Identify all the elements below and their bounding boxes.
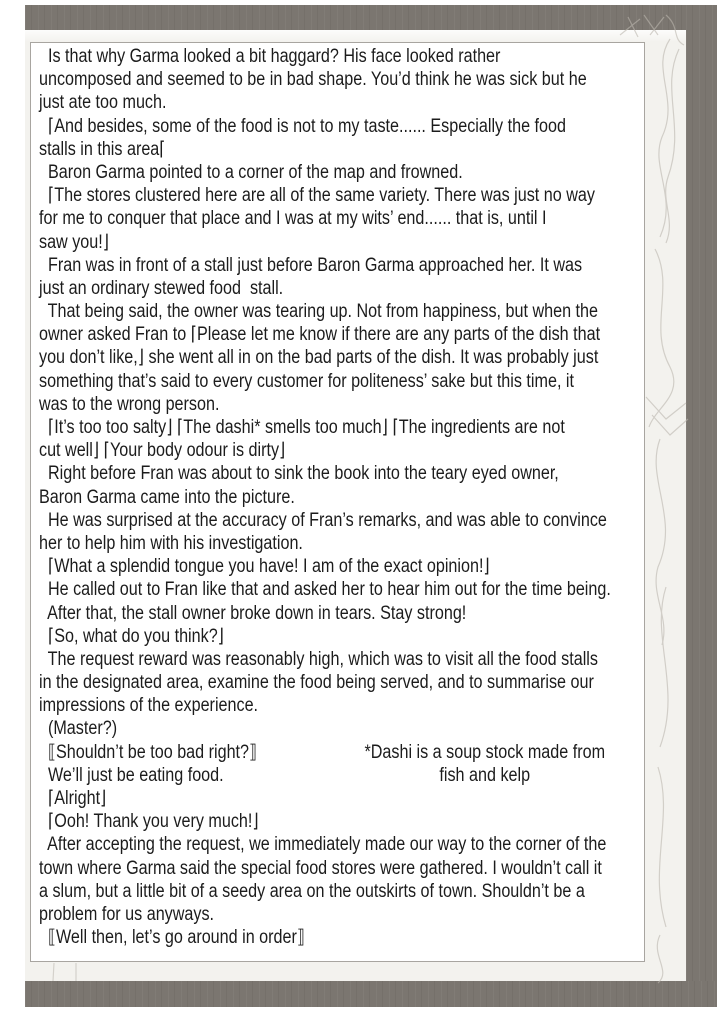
story-text-line: uncomposed and seemed to be in bad shape. You’d think he was sick but he <box>39 69 587 91</box>
story-text-line: ⌈Ooh! Thank you very much!⌋ <box>39 811 259 833</box>
story-text-line: ⌈What a splendid tongue you have! I am of the exact opinion!⌋ <box>39 556 490 578</box>
story-text-line: her to help him with his investigation. <box>39 532 303 554</box>
story-text-line: owner asked Fran to ⌈Please let me know if there are any parts of the dish that <box>39 324 601 346</box>
story-text-line: He called out to Fran like that and asked her to hear him out for the time being. <box>39 579 611 601</box>
frame-top-band <box>25 5 717 30</box>
story-text-line: ⟦Shouldn’t be too bad right?⟧ <box>39 741 258 763</box>
story-text-line: That being said, the owner was tearing up. Not from happiness, but when the <box>39 301 599 323</box>
story-text-line: for me to conquer that place and I was at my wits’ end...... that is, until I <box>39 208 547 230</box>
story-text-line: cut well⌋ ⌈Your body odour is dirty⌋ <box>39 440 286 462</box>
story-text-line: (Master?) <box>39 718 118 740</box>
story-text-line: ⌈And besides, some of the food is not to my taste...... Especially the food <box>39 115 566 137</box>
story-text-line: Right before Fran was about to sink the book into the teary eyed owner, <box>39 463 559 485</box>
story-text-line: Baron Garma pointed to a corner of the map and frowned. <box>39 161 463 183</box>
story-text-line: something that’s said to every customer for politeness’ sake but this time, it <box>39 370 574 392</box>
story-text-line: We’ll just be eating food. <box>39 764 224 786</box>
text-panel <box>30 42 645 962</box>
story-text-line: ⌈So, what do you think?⌋ <box>39 625 224 647</box>
frame-bottom-band <box>25 981 717 1007</box>
story-text-line: just an ordinary stewed food stall. <box>39 277 284 299</box>
story-text-line: was to the wrong person. <box>39 393 220 415</box>
translator-note <box>353 741 617 787</box>
story-text-line: stalls in this area⌈ <box>39 138 166 160</box>
story-text-line: Baron Garma came into the picture. <box>39 486 295 508</box>
story-text-line: town where Garma said the special food stores were gathered. I wouldn’t call it <box>39 857 602 879</box>
story-text-line: He was surprised at the accuracy of Fran’s remarks, and was able to convince <box>39 509 607 531</box>
story-text-line: problem for us anyways. <box>39 903 215 925</box>
story-text-line: you don’t like,⌋ she went all in on the bad parts of the dish. It was probably just <box>39 347 599 369</box>
story-text-line: ⌈Alright⌋ <box>39 788 107 809</box>
story-text-line: ⌈The stores clustered here are all of the same variety. There was just no way <box>39 185 595 207</box>
story-text-line: After that, the stall owner broke down in tears. Stay strong! <box>39 602 467 624</box>
story-text-line: Fran was in front of a stall just before Baron Garma approached her. It was <box>39 254 583 276</box>
story-text <box>39 45 648 949</box>
story-text-line: saw you!⌋ <box>39 231 110 253</box>
story-text-line: After accepting the request, we immediately made our way to the corner of the <box>39 834 607 856</box>
translator-note-line: *Dashi is a soup stock made from <box>364 742 606 763</box>
frame-right-band <box>686 5 717 1007</box>
story-text-line: ⟦Well then, let’s go around in order⟧ <box>39 927 305 949</box>
story-text-line: The request reward was reasonably high, which was to visit all the food stalls <box>39 648 598 670</box>
translator-note-line: fish and kelp <box>439 765 531 787</box>
story-text-line: a slum, but a little bit of a seedy area on the outskirts of town. Shouldn’t be a <box>39 880 585 902</box>
story-text-line: ⌈It’s too too salty⌋ ⌈The dashi* smells too much⌋ ⌈The ingredients are not <box>39 417 565 438</box>
story-text-line: Is that why Garma looked a bit haggard? His face looked rather <box>39 46 501 67</box>
story-text-line: impressions of the experience. <box>39 695 259 717</box>
story-text-line: in the designated area, examine the food being served, and to summarise our <box>39 672 594 694</box>
story-text-line: just ate too much. <box>39 92 167 114</box>
